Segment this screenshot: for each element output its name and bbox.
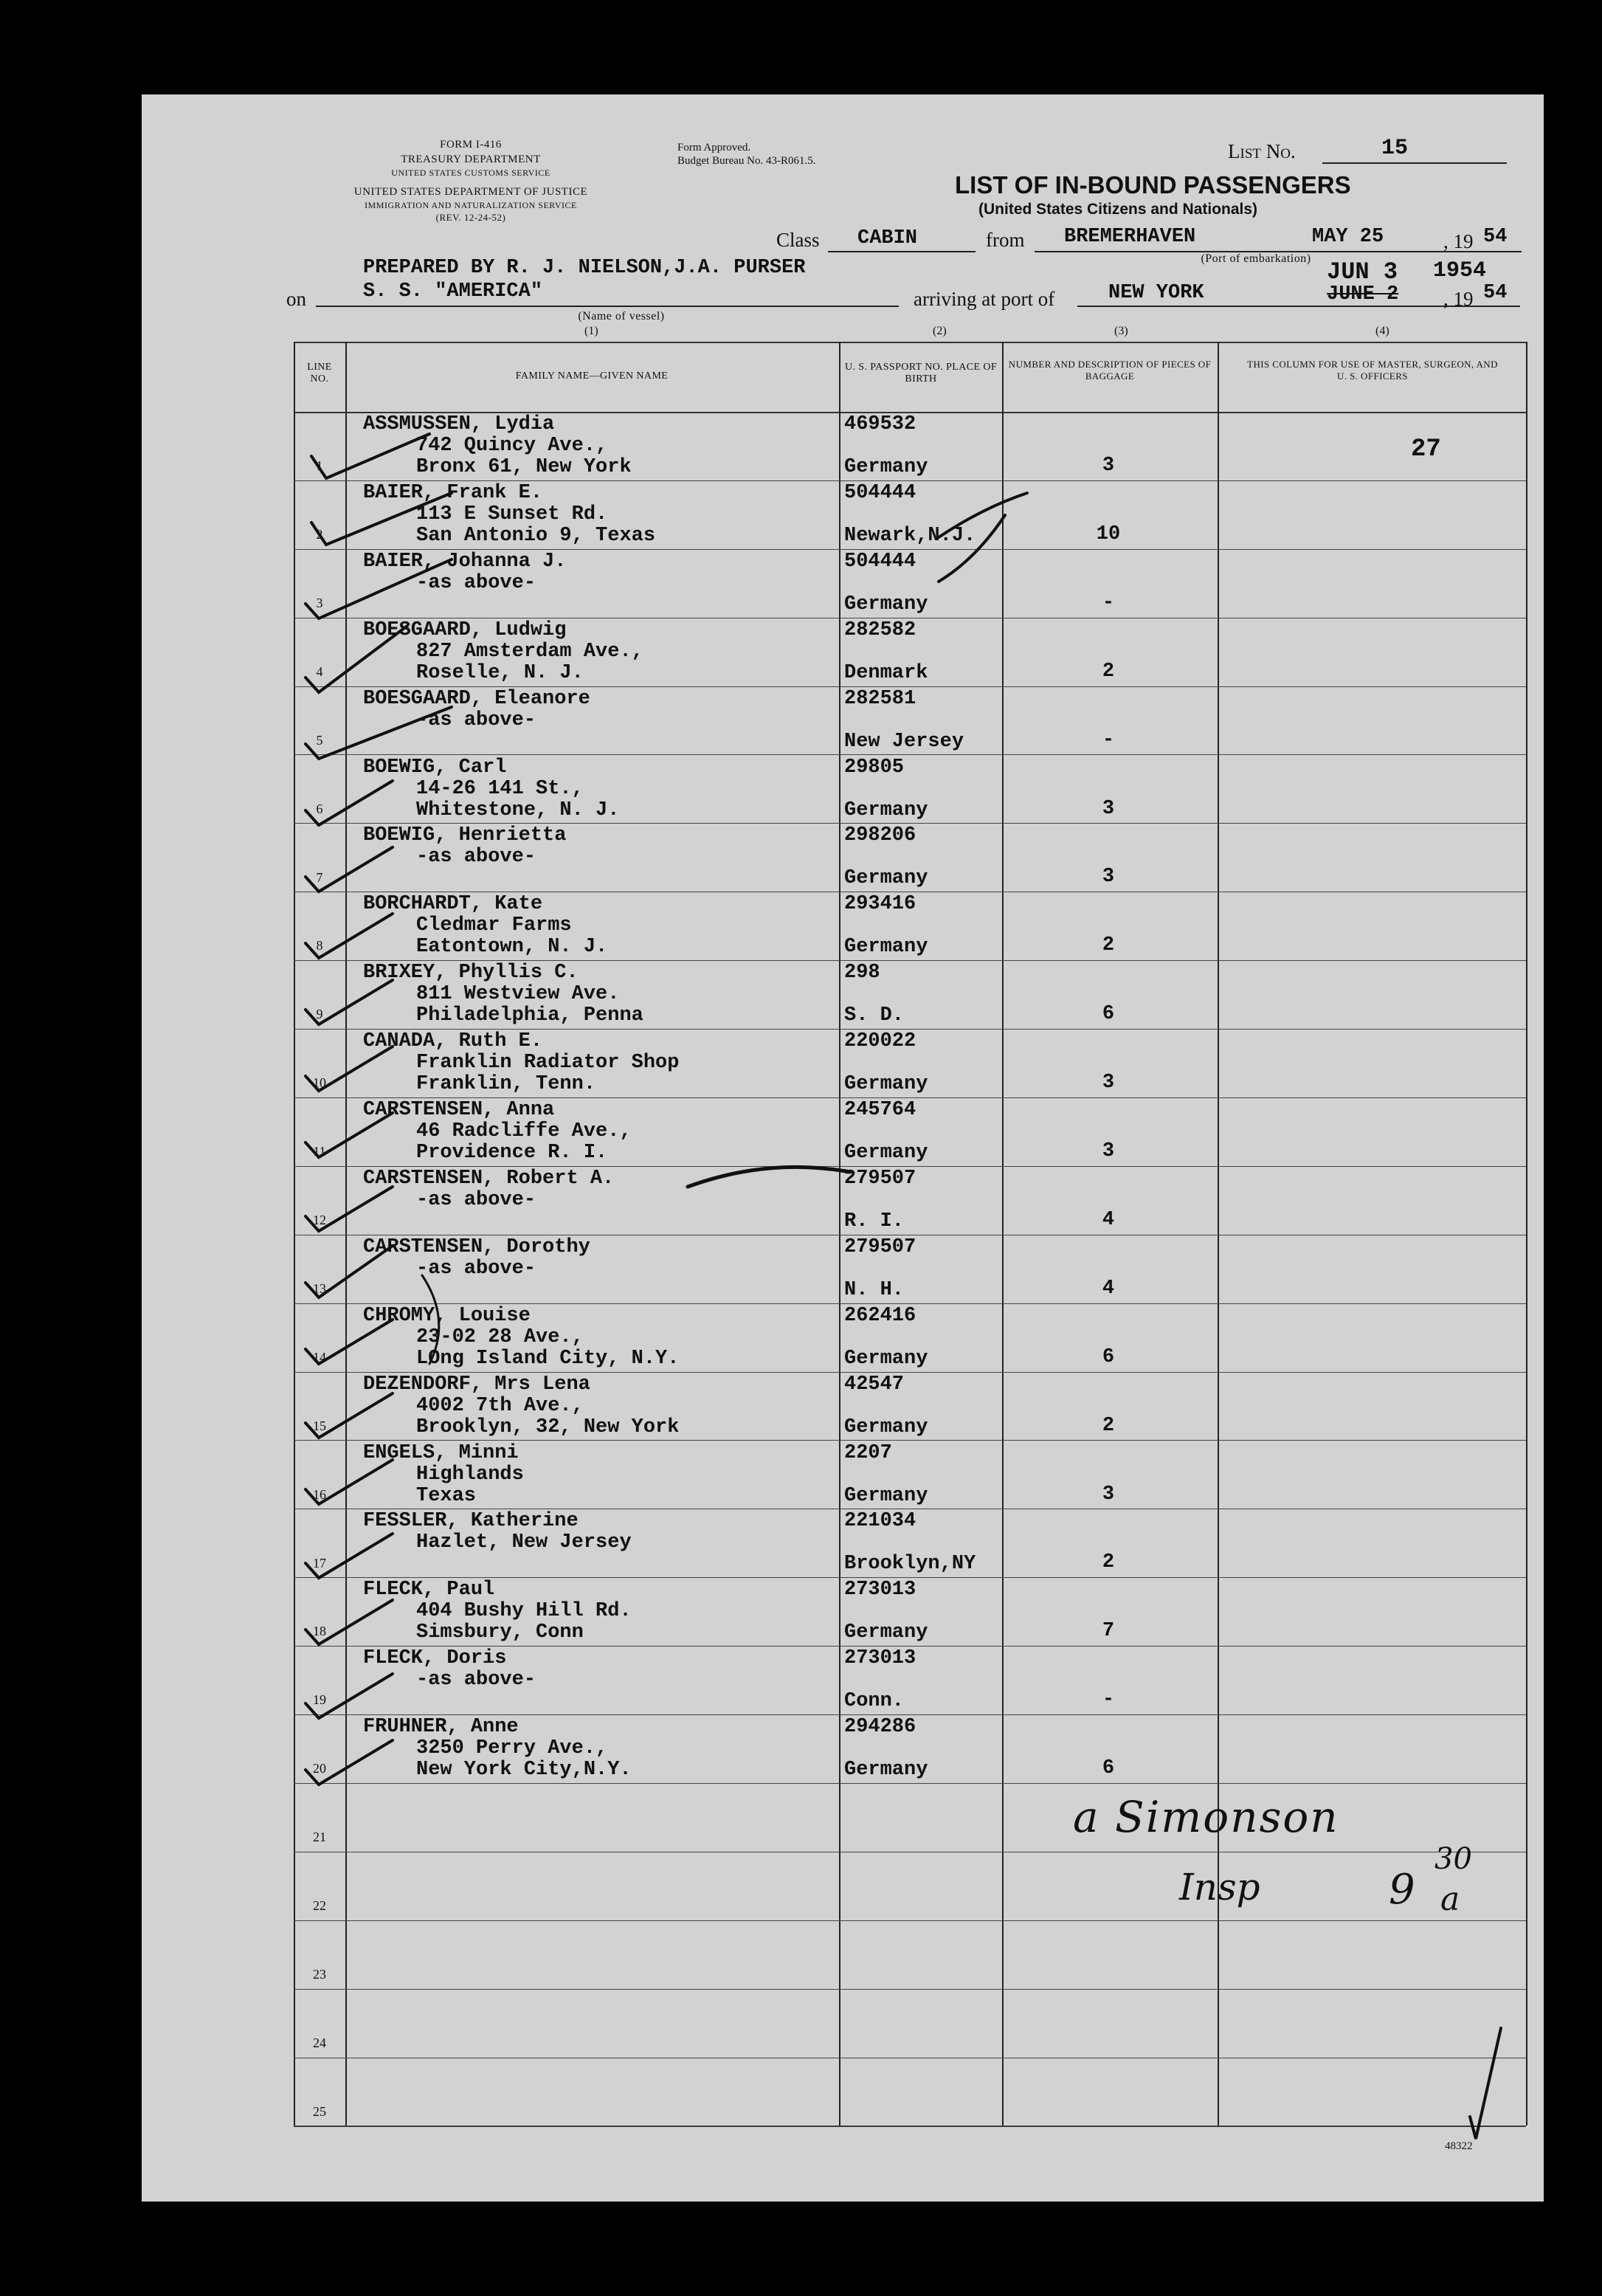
officer-note: 27 [1411, 435, 1441, 463]
address-line-2: Roselle, N. J. [416, 661, 584, 684]
time-suffix: a [1440, 1880, 1460, 1918]
col-header-line: LINE NO. [307, 362, 332, 385]
address-line-1: -as above- [416, 709, 536, 731]
address-line-2: San Antonio 9, Texas [416, 524, 656, 547]
embarkation-port: BREMERHAVEN [1064, 226, 1196, 248]
line-number: 3 [316, 595, 323, 610]
passenger-name: BOEWIG, Henrietta [363, 824, 567, 847]
line-number: 14 [313, 1349, 326, 1365]
passenger-name: FRUHNER, Anne [363, 1716, 519, 1739]
baggage-count: 4 [1102, 1277, 1115, 1300]
baggage-count: 3 [1102, 797, 1115, 820]
place-of-birth: Germany [844, 1621, 928, 1644]
address-line-1: -as above- [416, 571, 536, 594]
place-of-birth: N. H. [844, 1278, 905, 1301]
col-header-name: FAMILY NAME—GIVEN NAME [515, 370, 669, 382]
class-label: Class [776, 229, 820, 251]
line-number: 8 [316, 938, 323, 954]
passenger-name: BOEWIG, Carl [363, 756, 507, 779]
address-line-1: Franklin Radiator Shop [416, 1052, 680, 1075]
passenger-name: ASSMUSSEN, Lydia [363, 413, 555, 435]
passport-number: 273013 [844, 1647, 916, 1670]
line-number: 10 [313, 1075, 326, 1091]
passport-number: 29805 [844, 756, 905, 779]
arrival-port: NEW YORK [1108, 282, 1204, 304]
page-title: LIST OF IN-BOUND PASSENGERS [955, 171, 1351, 199]
baggage-count: 3 [1102, 1072, 1115, 1094]
col-header-officers: THIS COLUMN FOR USE OF MASTER, SURGEON, AND U. S. OFFICERS [1247, 359, 1498, 382]
time-hour: 9 [1389, 1866, 1415, 1914]
baggage-count: 7 [1102, 1620, 1115, 1643]
passport-number: 504444 [844, 481, 916, 504]
line-number: 11 [313, 1144, 326, 1159]
col-num-1: (1) [584, 325, 598, 337]
passport-number: 42547 [844, 1373, 905, 1396]
address-line-1: Cledmar Farms [416, 914, 572, 937]
check-marks [142, 94, 1544, 2202]
passport-number: 279507 [844, 1235, 916, 1258]
address-line-2: Brooklyn, 32, New York [416, 1416, 680, 1438]
line-number: 15 [313, 1418, 326, 1433]
passport-number: 298206 [844, 824, 916, 847]
address-line-2: Eatontown, N. J. [416, 936, 608, 959]
baggage-count: 3 [1102, 1140, 1115, 1162]
vessel-name: S. S. "AMERICA" [363, 280, 543, 303]
address-line-1: 404 Bushy Hill Rd. [416, 1600, 632, 1623]
passport-number: 262416 [844, 1304, 916, 1327]
revision: (REV. 12-24-52) [435, 212, 506, 223]
address-line-2: LOng Island City, N.Y. [416, 1347, 680, 1370]
form-number: FORM I-416 [440, 139, 502, 151]
col-header-passport: U. S. PASSPORT NO. PLACE OF BIRTH [844, 362, 998, 385]
embarkation-year: 54 [1483, 226, 1508, 248]
line-number: 5 [316, 732, 323, 748]
address-line-1: 827 Amsterdam Ave., [416, 640, 643, 663]
line-number: 20 [313, 1761, 326, 1776]
passenger-name: FLECK, Doris [363, 1647, 507, 1670]
place-of-birth: Germany [844, 593, 928, 616]
line-number: 19 [313, 1692, 326, 1708]
bottom-form-number: 48322 [1445, 2140, 1473, 2152]
place-of-birth: Germany [844, 1073, 928, 1096]
baggage-count: 3 [1102, 455, 1115, 477]
passenger-name: BOESGAARD, Eleanore [363, 687, 590, 710]
place-of-birth: New Jersey [844, 730, 964, 753]
passenger-name: FLECK, Paul [363, 1579, 495, 1602]
address-line-2: Franklin, Tenn. [416, 1073, 596, 1096]
place-of-birth: Germany [844, 1347, 928, 1370]
passport-number: 220022 [844, 1030, 916, 1053]
arrival-date: JUNE 2 [1327, 283, 1399, 306]
address-line-1: 742 Quincy Ave., [416, 435, 608, 457]
address-line-2: Providence R. I. [416, 1142, 608, 1164]
line-number: 2 [316, 527, 323, 542]
baggage-count: 6 [1102, 1345, 1115, 1368]
line-number: 13 [313, 1280, 326, 1296]
line-number: 24 [313, 2035, 326, 2050]
page-subtitle: (United States Citizens and Nationals) [978, 201, 1258, 218]
line-number: 18 [313, 1624, 326, 1639]
baggage-count: - [1102, 1689, 1115, 1711]
address-line-1: -as above- [416, 1257, 536, 1280]
baggage-count: 2 [1102, 934, 1115, 957]
passenger-name: CARSTENSEN, Robert A. [363, 1167, 615, 1190]
arrival-year-prefix: , 19 [1443, 288, 1474, 310]
place-of-birth: Germany [844, 936, 928, 959]
address-line-1: 14-26 141 St., [416, 777, 584, 800]
arriving-label: arriving at port of [914, 288, 1055, 310]
passenger-name: CARSTENSEN, Dorothy [363, 1235, 590, 1258]
passport-number: 298 [844, 962, 880, 985]
passport-number: 279507 [844, 1167, 916, 1190]
col-num-3: (3) [1114, 325, 1128, 337]
baggage-count: - [1102, 591, 1115, 614]
line-number: 7 [316, 869, 323, 885]
baggage-count: 6 [1102, 1757, 1115, 1780]
inspection-note: Insp [1179, 1866, 1260, 1909]
line-number: 17 [313, 1555, 326, 1571]
line-number: 12 [313, 1213, 326, 1228]
place-of-birth: Brooklyn,NY [844, 1553, 976, 1576]
col-num-4: (4) [1375, 325, 1389, 337]
embarkation-year-prefix: , 19 [1443, 230, 1474, 252]
passport-number: 282581 [844, 687, 916, 710]
passport-number: 294286 [844, 1716, 916, 1739]
embarkation-date: MAY 25 [1312, 226, 1384, 248]
passport-number: 293416 [844, 893, 916, 916]
on-label: on [286, 288, 306, 310]
passenger-name: CARSTENSEN, Anna [363, 1099, 555, 1121]
budget-bureau: Budget Bureau No. 43-R061.5. [677, 155, 816, 167]
address-line-2: New York City,N.Y. [416, 1759, 632, 1782]
address-line-1: 4002 7th Ave., [416, 1394, 584, 1417]
place-of-birth: Germany [844, 1484, 928, 1507]
address-line-1: -as above- [416, 1669, 536, 1692]
customs-service: UNITED STATES CUSTOMS SERVICE [391, 168, 550, 178]
place-of-birth: Germany [844, 456, 928, 478]
passenger-name: CHROMY, Louise [363, 1304, 531, 1327]
date-stamp-year: 1954 [1433, 258, 1487, 283]
place-of-birth: Newark,N.J. [844, 524, 976, 547]
baggage-count: - [1102, 728, 1115, 751]
passenger-name: ENGELS, Minni [363, 1441, 519, 1464]
class-value: CABIN [857, 227, 918, 249]
passport-number: 282582 [844, 618, 916, 641]
address-line-2: Texas [416, 1484, 477, 1507]
line-number: 23 [313, 1966, 326, 1982]
passenger-name: CANADA, Ruth E. [363, 1030, 543, 1053]
address-line-2: Philadelphia, Penna [416, 1004, 643, 1027]
place-of-birth: Germany [844, 1416, 928, 1438]
line-number: 16 [313, 1486, 326, 1502]
passenger-name: FESSLER, Katherine [363, 1510, 579, 1533]
place-of-birth: Germany [844, 867, 928, 890]
passport-number: 221034 [844, 1510, 916, 1533]
passenger-name: BRIXEY, Phyllis C. [363, 962, 579, 985]
place-of-birth: R. I. [844, 1210, 905, 1233]
address-line-1: -as above- [416, 846, 536, 869]
address-line-2: Bronx 61, New York [416, 456, 632, 478]
baggage-count: 4 [1102, 1208, 1115, 1231]
line-number: 1 [316, 458, 323, 474]
passport-number: 504444 [844, 550, 916, 573]
address-line-1: Hazlet, New Jersey [416, 1531, 632, 1554]
baggage-count: 3 [1102, 866, 1115, 889]
vessel-caption: (Name of vessel) [578, 310, 665, 323]
address-line-1: 3250 Perry Ave., [416, 1737, 608, 1760]
passport-number: 273013 [844, 1579, 916, 1602]
address-line-2: Whitestone, N. J. [416, 799, 620, 821]
list-no-label: List No. [1228, 140, 1296, 162]
from-label: from [986, 229, 1025, 251]
place-of-birth: Conn. [844, 1690, 905, 1713]
ins-service: IMMIGRATION AND NATURALIZATION SERVICE [365, 200, 577, 210]
place-of-birth: S. D. [844, 1004, 905, 1027]
place-of-birth: Germany [844, 1759, 928, 1782]
line-number: 22 [313, 1898, 326, 1914]
address-line-1: 811 Westview Ave. [416, 983, 620, 1006]
baggage-count: 3 [1102, 1483, 1115, 1506]
inspector-signature: a Simonson [1073, 1792, 1339, 1842]
address-line-1: Highlands [416, 1463, 524, 1486]
passenger-name: BAIER, Frank E. [363, 481, 543, 504]
place-of-birth: Denmark [844, 661, 928, 684]
passenger-name: BORCHARDT, Kate [363, 893, 543, 916]
line-number: 4 [316, 663, 323, 679]
passport-number: 2207 [844, 1441, 892, 1464]
baggage-count: 10 [1096, 523, 1121, 545]
place-of-birth: Germany [844, 1142, 928, 1164]
address-line-2: Simsbury, Conn [416, 1621, 584, 1644]
baggage-count: 2 [1102, 660, 1115, 683]
address-line-1: 113 E Sunset Rd. [416, 503, 608, 525]
col-header-baggage: NUMBER AND DESCRIPTION OF PIECES OF BAGGAGE [1008, 359, 1212, 382]
baggage-count: 2 [1102, 1414, 1115, 1437]
col-num-2: (2) [933, 325, 947, 337]
line-number: 9 [316, 1007, 323, 1022]
form-approved: Form Approved. [677, 142, 751, 154]
baggage-count: 2 [1102, 1551, 1115, 1574]
date-stamp: JUN 3 [1327, 258, 1398, 286]
passenger-name: BOESGAARD, Ludwig [363, 618, 567, 641]
address-line-1: 46 Radcliffe Ave., [416, 1120, 632, 1142]
treasury-dept: TREASURY DEPARTMENT [401, 154, 541, 165]
line-number: 21 [313, 1830, 326, 1845]
list-no-value: 15 [1381, 136, 1409, 161]
arrival-year: 54 [1483, 282, 1508, 304]
passenger-name: DEZENDORF, Mrs Lena [363, 1373, 590, 1396]
address-line-1: -as above- [416, 1188, 536, 1211]
address-line-1: 23-02 28 Ave., [416, 1325, 584, 1348]
manifest-page [142, 94, 1544, 2202]
prepared-by: PREPARED BY R. J. NIELSON,J.A. PURSER [363, 257, 806, 279]
place-of-birth: Germany [844, 799, 928, 821]
embarkation-caption: (Port of embarkation) [1201, 252, 1311, 265]
justice-dept: UNITED STATES DEPARTMENT OF JUSTICE [353, 186, 588, 198]
line-number: 25 [313, 2103, 326, 2119]
time-minutes: 30 [1434, 1842, 1472, 1876]
passenger-name: BAIER, Johanna J. [363, 550, 567, 573]
baggage-count: 6 [1102, 1003, 1115, 1026]
passport-number: 245764 [844, 1099, 916, 1121]
line-number: 6 [316, 801, 323, 816]
passport-number: 469532 [844, 413, 916, 435]
